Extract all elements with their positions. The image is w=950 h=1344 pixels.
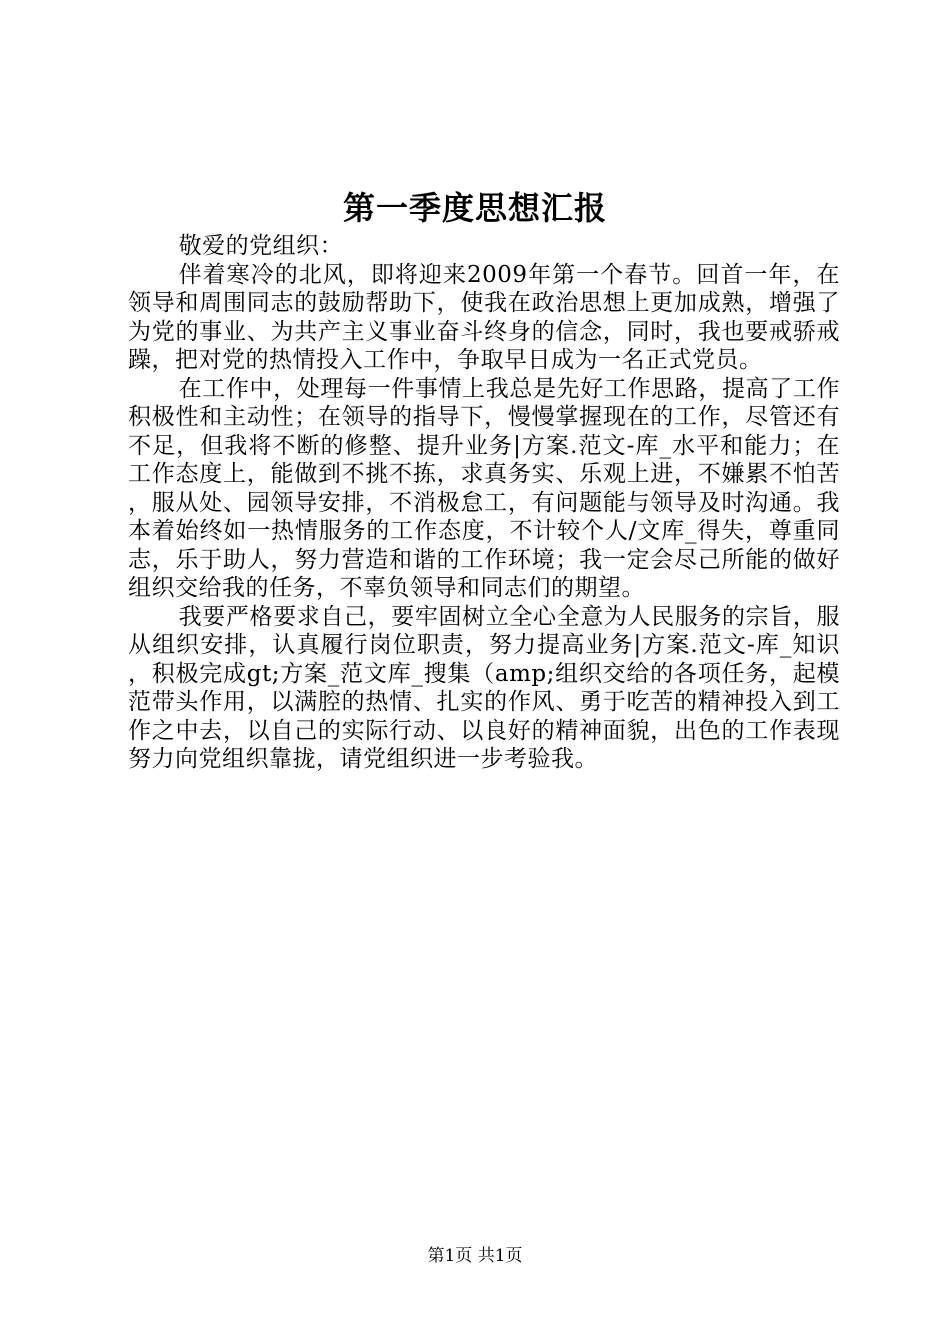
- paragraph-3: 我要严格要求自己，要牢固树立全心全意为人民服务的宗旨，服从组织安排，认真履行岗位职责，努力提高业务|方案.范文-库_知识，积极完成gt;方案_范文库_搜集（amp;组织交给的各项任务，起模范带头作用，以满腔的热情、扎实的作风、勇于吃苦的精神投入到工作之中去，以自己的实际行动、以良好的精神面貌，出色的工作表现努力向党组织靠拢，请党组织进一步考验我。: [128, 603, 840, 772]
- document-title: 第一季度思想汇报: [342, 189, 607, 227]
- paragraph-1: 伴着寒冷的北风，即将迎来2009年第一个春节。回首一年，在领导和周围同志的鼓励帮助下，使我在政治思想上更加成熟，增强了为党的事业、为共产主义事业奋斗终身的信念，同时，我也要戒骄戒躁，把对党的热情投入工作中，争取早日成为一名正式党员。: [128, 261, 840, 373]
- paragraph-2: 在工作中，处理每一件事情上我总是先好工作思路，提高了工作积极性和主动性；在领导的指导下，慢慢掌握现在的工作，尽管还有不足，但我将不断的修整、提升业务|方案.范文-库_水平和能力；在工作态度上，能做到不挑不拣，求真务实、乐观上进，不嫌累不怕苦，服从处、园领导安排，不消极怠工，有问题能与领导及时沟通。我本着始终如一热情服务的工作态度，不计较个人/文库_得失，尊重同志，乐于助人，努力营造和谐的工作环境；我一定会尽己所能的做好组织交给我的任务，不辜负领导和同志们的期望。: [128, 375, 840, 601]
- page-footer: 第1页 共1页: [427, 1246, 523, 1266]
- salutation: 敬爱的党组织：: [178, 233, 344, 259]
- document-body: [128, 232, 840, 774]
